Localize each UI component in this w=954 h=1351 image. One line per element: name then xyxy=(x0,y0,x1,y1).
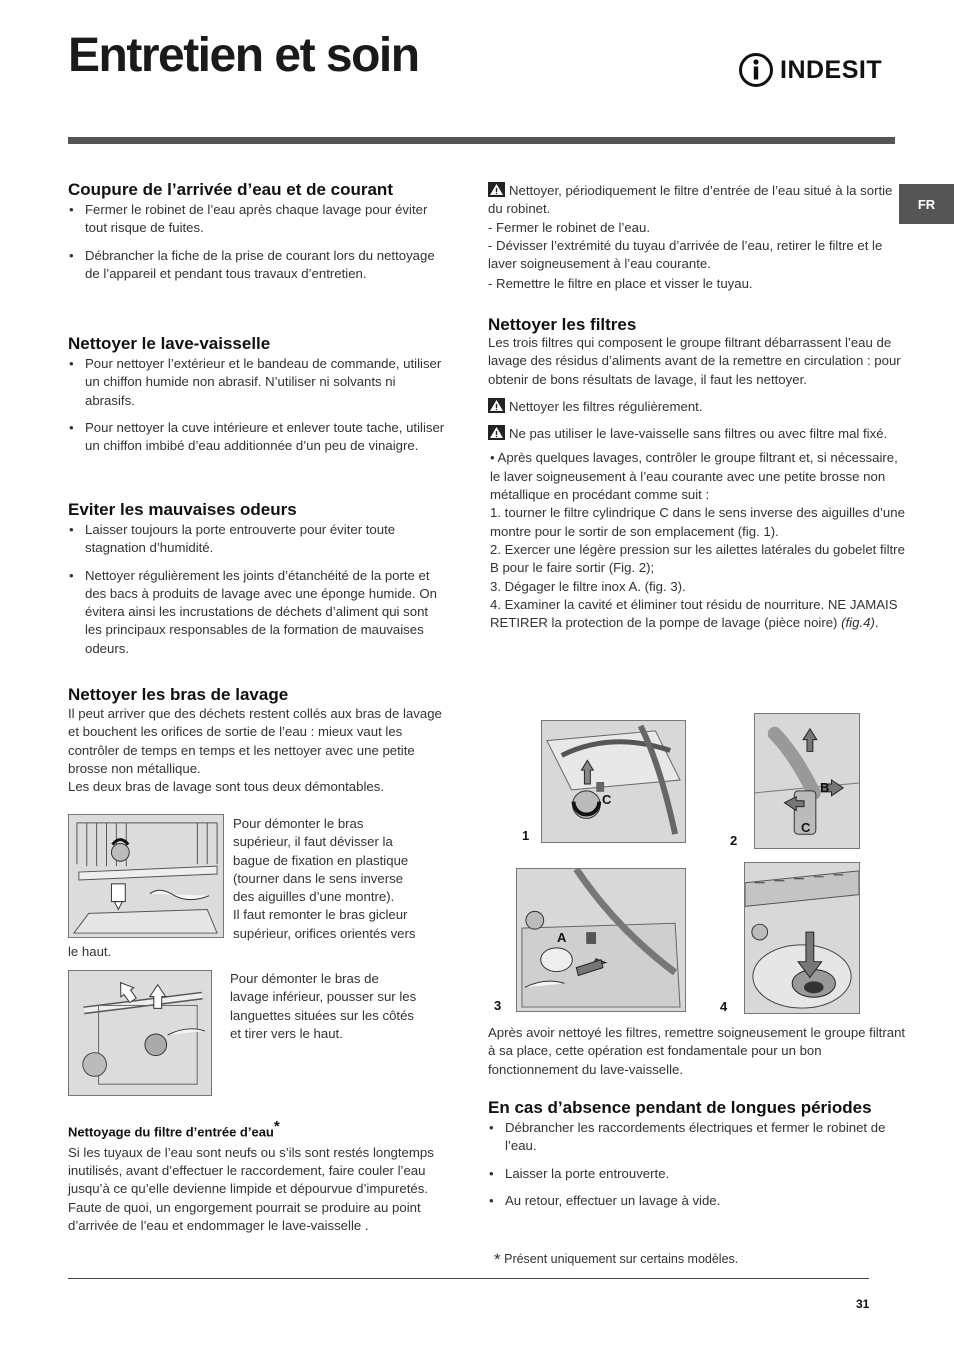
list-item: • Laisser la porte entrouverte. xyxy=(488,1165,906,1183)
section-nettoyer-lave-vaisselle xyxy=(68,334,448,455)
step-line: 1. tourner le filtre cylindrique C dans le sens inverse des aiguilles d’une montre pour le sortir de son emplacement (fig. 1). xyxy=(490,505,905,539)
section-title: Nettoyer le lave-vaisselle xyxy=(68,334,271,353)
lower-spray-arm-figure xyxy=(68,970,212,1096)
section-title: En cas d’absence pendant de longues périodes xyxy=(488,1098,872,1117)
text-line: bague de fixation en plastique xyxy=(233,852,409,868)
list-item: • Pour nettoyer l’extérieur et le bandeau de commande, utiliser un chiffon humide non abrasif. N’utiliser ni solvants ni abrasifs. xyxy=(68,355,448,410)
filter-label-a: A xyxy=(557,930,567,945)
text-line: (tourner dans le sens inverse xyxy=(233,870,404,886)
footnote-star: * xyxy=(494,1250,501,1269)
warning-text: Ne pas utiliser le lave-vaisselle sans filtres ou avec filtre mal fixé. xyxy=(509,426,888,442)
upper-arm-instructions-tail: le haut. xyxy=(68,944,112,959)
footnote xyxy=(494,1250,894,1269)
figure-number-3: 3 xyxy=(494,998,502,1013)
list-item: • Laisser toujours la porte entrouverte pour éviter toute stagnation d’humidité. xyxy=(68,521,448,558)
upper-spray-arm-figure xyxy=(68,814,224,938)
figure-number-4: 4 xyxy=(720,999,728,1014)
page-title: Entretien et soin xyxy=(68,29,419,82)
paragraph: • Après quelques lavages, contrôler le groupe filtrant et, si nécessaire, le laver soigneusement à l’eau courante avec une petite brosse non métallique en procédant comme suit : xyxy=(490,450,898,503)
filter-label-c2: C xyxy=(801,820,811,835)
language-tab: FR xyxy=(899,184,954,224)
list-item: • Débrancher la fiche de la prise de courant lors du nettoyage de l’appareil et pendant tous travaux d’entretien. xyxy=(68,247,448,284)
section-title xyxy=(68,1118,448,1142)
text-line: Il faut remonter le bras gicleur xyxy=(233,907,408,923)
list-item: • Au retour, effectuer un lavage à vide. xyxy=(488,1192,906,1210)
filter-label-c1: C xyxy=(602,792,612,807)
upper-arm-instructions xyxy=(233,815,448,943)
text-line: supérieur, il faut dévisser la xyxy=(233,834,393,850)
section-filtre-intro xyxy=(488,182,906,294)
list-item: • Débrancher les raccordements électriques et fermer le robinet de l’eau. xyxy=(488,1119,906,1156)
footer-divider xyxy=(68,1278,869,1279)
step-line: - Fermer le robinet de l’eau. xyxy=(488,219,650,235)
section-title: Coupure de l’arrivée d’eau et de courant xyxy=(68,180,393,199)
warning-paragraph xyxy=(488,398,906,416)
figure-number-1: 1 xyxy=(522,828,530,843)
page-number: 31 xyxy=(856,1297,870,1311)
text-line: languettes situées sur les côtés xyxy=(230,1007,414,1023)
procedure xyxy=(488,449,906,632)
warning-text: Nettoyer, périodiquement le filtre d’entrée de l’eau situé à la sortie du robinet. xyxy=(488,183,893,217)
after-cleaning-text: Après avoir nettoyé les filtres, remettre soigneusement le groupe filtrant à sa place, cette opération est fondamentale pour un bon fonctionnement du lave-vaisselle. xyxy=(488,1025,906,1077)
indesit-logo-icon xyxy=(738,52,774,88)
subsection-title: Nettoyage du filtre d’entrée d’eau xyxy=(68,1124,274,1140)
section-title: Nettoyer les bras de lavage xyxy=(68,685,289,704)
step-line: - Remettre le filtre en place et visser le tuyau. xyxy=(488,276,753,292)
figure-number-2: 2 xyxy=(730,833,738,848)
list-item: • Nettoyer régulièrement les joints d’étanchéité de la porte et des bacs à produits de lavage avec une éponge humide. On évitera ainsi les incrustations de déchets d’aliment qui sont les principaux responsables de la formation de mauvaises odeurs. xyxy=(68,567,448,658)
warning-icon xyxy=(488,182,505,197)
filter-figure-4 xyxy=(744,862,860,1014)
lower-arm-instructions xyxy=(230,970,448,1043)
filter-label-b: B xyxy=(820,780,830,795)
paragraph: Il peut arriver que des déchets restent collés aux bras de lavage et bouchent les orifices de sortie de l’eau : mieux vaut les contrôler de temps en temps et les nettoyer avec une petite brosse non métallique. xyxy=(68,706,442,776)
filter-figure-1 xyxy=(541,720,686,843)
text-line: supérieur, orifices orientés vers xyxy=(233,925,416,941)
step-end: . xyxy=(874,615,879,631)
section-filtre-entree xyxy=(68,1118,448,1235)
list-item: • Pour nettoyer la cuve intérieure et enlever toute tache, utiliser un chiffon imbibé d’eau additionnée d’un peu de vinaigre. xyxy=(68,419,448,456)
warning-paragraph xyxy=(488,182,906,219)
text-line: des aiguilles d’une montre). xyxy=(233,889,395,905)
section-absence xyxy=(488,1098,906,1210)
step-line xyxy=(490,596,906,633)
warning-text: Nettoyer les filtres régulièrement. xyxy=(509,398,703,414)
list-item: • Fermer le robinet de l’eau après chaque lavage pour éviter tout risque de fuites. xyxy=(68,201,448,238)
text-line: Pour démonter le bras de xyxy=(230,971,379,986)
section-title: Eviter les mauvaises odeurs xyxy=(68,500,297,519)
header-divider xyxy=(68,137,895,144)
step-line: - Dévisser l’extrémité du tuyau d’arrivée de l’eau, retirer le filtre et le laver soigneusement à l’eau courante. xyxy=(488,237,883,272)
section-title: Nettoyer les filtres xyxy=(488,315,637,334)
warning-icon xyxy=(488,398,505,413)
text-line: Pour démonter le bras xyxy=(233,816,364,831)
section-odeurs xyxy=(68,500,448,658)
footnote-star: * xyxy=(273,1118,280,1135)
section-coupure xyxy=(68,180,448,283)
step-line: 2. Exercer une légère pression sur les ailettes latérales du gobelet filtre B pour le faire sortir (Fig. 2); xyxy=(490,541,905,576)
brand-name: INDESIT xyxy=(780,55,883,84)
paragraph: Les deux bras de lavage sont tous deux démontables. xyxy=(68,779,384,795)
text-line: lavage inférieur, pousser sur les xyxy=(230,989,417,1005)
paragraph: Les trois filtres qui composent le groupe filtrant débarrassent l’eau de lavage des résidus d’aliments avant de la remettre en circulation : pour obtenir de bons résultats de lavage, il faut les nettoyer. xyxy=(488,335,901,387)
brand-logo xyxy=(738,52,888,88)
step-line: 3. Dégager le filtre inox A. (fig. 3). xyxy=(490,578,686,594)
figure-reference: (fig.4) xyxy=(841,615,875,631)
warning-paragraph xyxy=(488,425,906,443)
text-line: et tirer vers le haut. xyxy=(230,1025,343,1041)
section-filtres xyxy=(488,315,906,632)
filter-figure-3 xyxy=(516,868,686,1012)
footnote-text: Présent uniquement sur certains modèles. xyxy=(504,1252,739,1266)
paragraph: Si les tuyaux de l’eau sont neufs ou s’ils sont restés longtemps inutilisés, avant d’effectuer le raccordement, faire couler l’eau jusqu’à ce qu’elle devienne limpide et dépourvue d’impuretés. Faute de quoi, un engorgement pourrait se produire au point d’arrivée de l’eau et endommager le lave-vaisselle . xyxy=(68,1144,434,1233)
warning-icon xyxy=(488,425,505,440)
step-text: 4. Examiner la cavité et éliminer tout résidu de nourriture. NE JAMAIS RETIRER la protection de la pompe de lavage (pièce noire) xyxy=(490,596,898,631)
section-bras-lavage xyxy=(68,685,448,796)
